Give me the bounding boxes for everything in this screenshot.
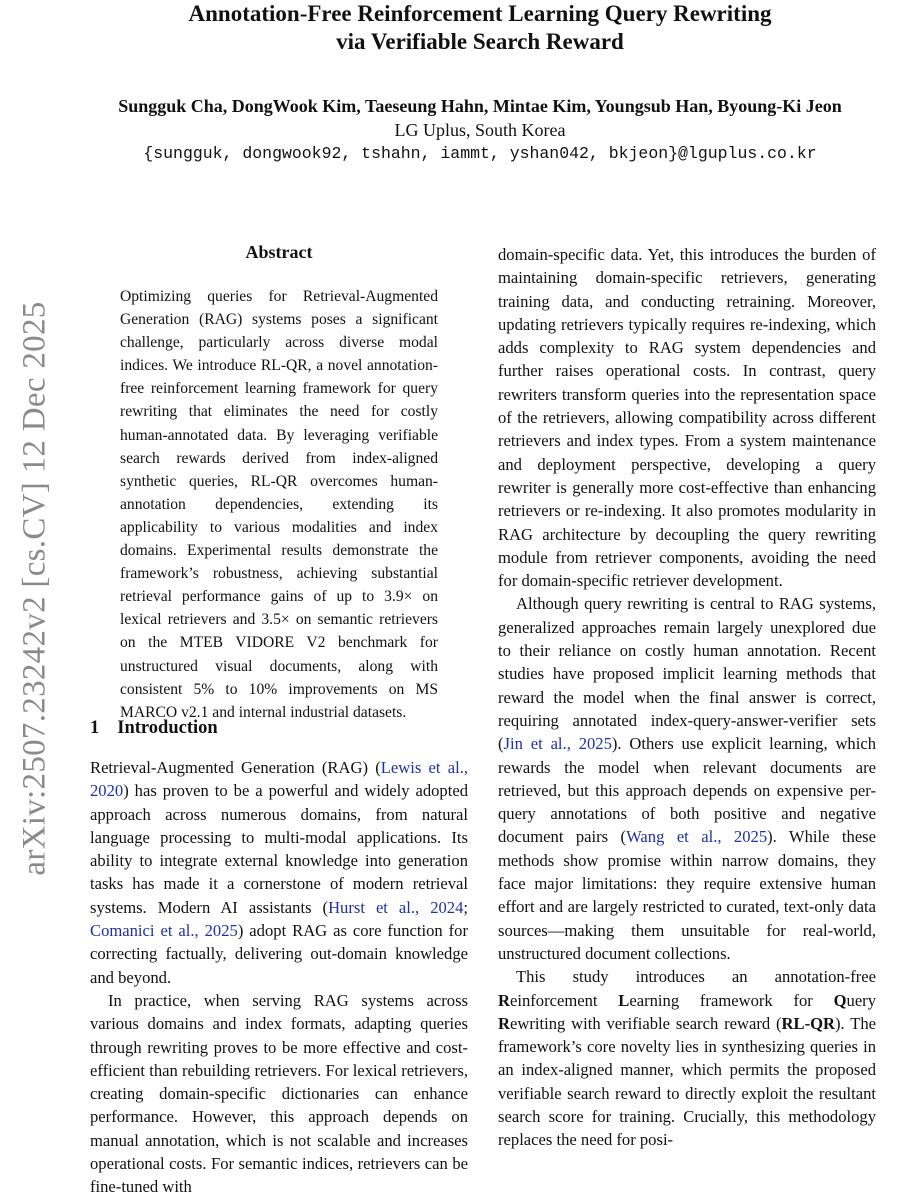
paragraph <box>498 243 876 592</box>
paragraph <box>90 989 468 1199</box>
citation-link[interactable]: Jin et al., 2025 <box>503 734 612 754</box>
bold-text: L <box>618 990 630 1010</box>
paragraph <box>498 965 876 1151</box>
text-run: In practice, when serving RAG systems across various domains and index formats, adapting queries through rewriting proves to be more effective and cost-efficient than rebuilding retrievers. For lexical retrievers, creating domain-specific dictionaries can enhance performance. However, this approach depends on manual annotation, which is not scalable and increases operational costs. For semantic indices, retrievers can be fine-tuned with <box>90 990 468 1197</box>
citation-link[interactable]: Wang et al., 2025 <box>626 827 768 847</box>
text-run: ). While these methods show promise within narrow domains, they face major limitations: they require extensive human effort and are largely restricted to curated, text-only data sources—making them unsuitable for real-world, unstructured document collections. <box>498 827 877 963</box>
paper-title <box>0 0 899 56</box>
bold-text: R <box>498 1013 510 1033</box>
section-heading <box>90 718 236 739</box>
arxiv-stamp: arXiv:2507.23242v2 [cs.CV] 12 Dec 2025 <box>16 301 53 876</box>
text-run: ewriting with verifiable search reward ( <box>509 1013 782 1033</box>
citation-link[interactable]: Hurst et al., 2024 <box>328 897 464 917</box>
section-title: Introduction <box>117 718 218 738</box>
text-run: ) has proven to be a powerful and widely adopted approach across numerous domains, from natural language processing to multi-modal applications. Its ability to integrate external knowledge into generation tasks has made it a cornerstone of modern retrieval systems. Modern AI assistants ( <box>90 781 468 917</box>
text-run: ). Others use explicit learning, which rewards the model when relevant documents are retrieved, but this approach depends on expensive per-query annotations of both positive and negative document pairs ( <box>498 734 877 847</box>
bold-text: RL-QR <box>781 1013 835 1033</box>
title-line-2: via Verifiable Search Reward <box>336 29 624 54</box>
right-column-body <box>498 243 876 1152</box>
citation-link[interactable]: Comanici et al., 2025 <box>90 921 238 941</box>
affiliation: LG Uplus, South Korea <box>394 120 566 140</box>
citation-link[interactable]: Lewis et al., 2020 <box>90 758 468 801</box>
left-column-body <box>90 756 468 1199</box>
abstract-heading: Abstract <box>245 242 313 262</box>
author-emails: {sungguk, dongwook92, tshahn, iammt, yshan042, bkjeon}@lguplus.co.kr <box>143 144 817 163</box>
section-number: 1 <box>90 718 100 738</box>
text-run: This study introduces an annotation-free <box>516 967 876 987</box>
text-run: einforcement <box>509 990 619 1010</box>
text-run: Although query rewriting is central to RAG systems, generalized approaches remain largely unexplored due to their reliance on costly human annotation. Recent studies have proposed implicit learning methods that reward the model when the final answer is correct, requiring annotated index-query-answer-verifier sets ( <box>498 594 876 754</box>
text-run: uery <box>846 990 877 1010</box>
author-names: Sungguk Cha, DongWook Kim, Taeseung Hahn, Mintae Kim, Youngsub Han, Byoung-Ki Jeon <box>118 96 842 116</box>
author-block <box>0 94 899 166</box>
text-run: earning framework for <box>629 990 834 1010</box>
abstract-text: Optimizing queries for Retrieval-Augmented Generation (RAG) systems poses a significant challenge, particularly across diverse modal indices. We introduce RL-QR, a novel annotation-free reinforcement learning framework for query rewriting that eliminates the need for costly human-annotated data. By leveraging verifiable search rewards derived from index-aligned synthetic queries, RL-QR overcomes human-annotation dependencies, extending its applicability to various modalities and index domains. Experimental results demonstrate the framework’s robustness, achieving substantial retrieval performance gains of up to 3.9× on lexical retrievers and 3.5× on semantic retrievers on the MTEB VIDORE V2 benchmark for unstructured visual documents, along with consistent 5% to 10% improvements on MS MARCO v2.1 and internal industrial datasets. <box>120 288 438 721</box>
text-run: ) adopt RAG as core function for correcting factually, delivering out-domain knowledge and beyond. <box>90 921 469 987</box>
bold-text: R <box>498 990 510 1010</box>
paragraph <box>498 592 876 965</box>
bold-text: Q <box>833 990 847 1010</box>
paragraph <box>90 756 468 989</box>
text-run: ). The framework’s core novelty lies in synthesizing queries in an index-aligned manner, which permits the proposed verifiable search reward to directly exploit the resultant search score for training. Crucially, this methodology replaces the need for posi- <box>498 1013 876 1150</box>
title-line-1: Annotation-Free Reinforcement Learning Query Rewriting <box>188 1 772 26</box>
text-run: domain-specific data. Yet, this introduces the burden of maintaining domain-specific retrievers, generating training data, and conducting retraining. Moreover, updating retrievers typically requires re-indexing, which adds complexity to RAG system dependencies and further raises operational costs. In contrast, query rewriters transform queries into the representation space of the retrievers, allowing compatibility across different retrievers and index types. From a system maintenance and deployment perspective, developing a query rewriter is generally more cost-effective than enhancing retrievers or re-indexing. It also promotes modularity in RAG architecture by decoupling the query rewriting module from retriever components, avoiding the need for domain-specific retriever development. <box>498 245 876 591</box>
text-run: Retrieval-Augmented Generation (RAG) ( <box>90 758 381 777</box>
text-run: ; <box>463 897 469 917</box>
